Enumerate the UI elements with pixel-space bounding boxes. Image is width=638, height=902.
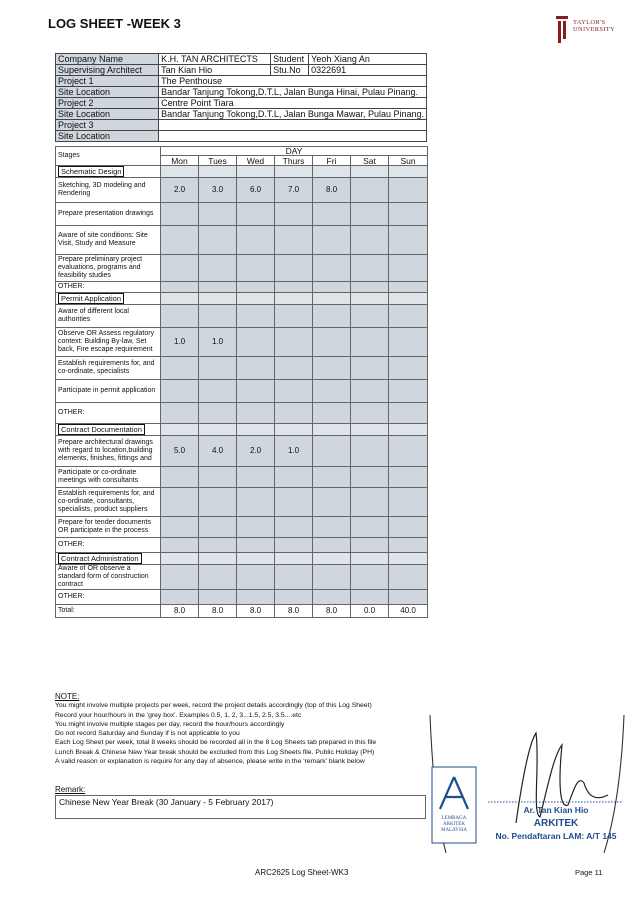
note-line: Lunch Break & Chinese New Year break should be excluded from this Log Sheets file. Public Holiday (PH) [55,748,375,756]
hour-cell [389,226,428,255]
grid-cell [237,553,275,565]
hour-cell [161,282,199,293]
hour-cell [161,565,199,590]
stage-task-label: Prepare architectural drawings with regard to location,building elements, finishes, fittings and [56,436,161,467]
grid-cell [275,293,313,305]
grid-cell [313,293,351,305]
hour-cell [351,488,389,517]
stamp-name: Ar. Tan Kian Hio [523,805,589,815]
grid-cell [313,553,351,565]
hour-cell [199,357,237,380]
project-info-table [55,53,427,142]
day-header: Fri [313,156,351,166]
hour-cell [275,305,313,328]
stage-task-label: OTHER: [56,282,161,293]
grid-cell [389,293,428,305]
hour-cell [389,203,428,226]
hour-cell [313,226,351,255]
grid-cell [161,293,199,305]
total-value: 8.0 [313,605,351,618]
hour-cell: 6.0 [237,178,275,203]
stages-label: Stages [56,147,161,166]
remark-label: Remark: [55,785,86,794]
stamp-reg: No. Pendaftaran LAM: A/T 145 [495,831,617,841]
hour-cell [313,255,351,282]
hour-cell [313,590,351,605]
hour-cell [237,282,275,293]
hour-cell [199,226,237,255]
hour-cell [389,380,428,403]
hour-cell [275,403,313,424]
hour-cell [237,565,275,590]
footer-title: ARC2625 Log Sheet-WK3 [255,868,349,877]
hour-cell [275,357,313,380]
site1-label: Site Location [56,87,159,98]
seal-line-2: ARKITEK [443,822,465,827]
grid-cell [313,166,351,178]
stage-task-label: Aware of OR observe a standard form of construction contract [56,565,161,590]
hour-cell [237,305,275,328]
university-logo [556,14,626,48]
hour-cell [351,226,389,255]
project2-value: Centre Point Tiara [159,98,427,109]
hour-cell: 8.0 [313,178,351,203]
hour-cell [199,590,237,605]
hour-cell [389,178,428,203]
project3-label: Project 3 [56,120,159,131]
hour-cell [313,467,351,488]
hour-cell [275,538,313,553]
hour-cell [237,517,275,538]
hour-cell: 1.0 [275,436,313,467]
hour-cell [237,328,275,357]
hour-cell [313,328,351,357]
project1-label: Project 1 [56,76,159,87]
log-sheet-table [55,146,428,618]
project2-label: Project 2 [56,98,159,109]
total-value: 0.0 [351,605,389,618]
section-heading: Contract Administration [58,553,142,564]
site2-label: Site Location [56,109,159,120]
hour-cell [275,590,313,605]
hour-cell [275,517,313,538]
grid-cell [237,293,275,305]
logo-line-2: UNIVERSITY [573,26,615,33]
hour-cell [313,357,351,380]
note-line: A valid reason or explanation is require for any day of absence, please write in the 'remark' blank below [55,758,365,766]
hour-cell [351,538,389,553]
hour-cell: 1.0 [199,328,237,357]
section-heading: Contract Documentation [58,424,145,435]
hour-cell [275,203,313,226]
hour-cell [237,488,275,517]
hour-cell [237,226,275,255]
hour-cell [351,203,389,226]
page-title: LOG SHEET -WEEK 3 [48,16,181,31]
grid-cell [351,293,389,305]
hour-cell [389,565,428,590]
hour-cell [199,305,237,328]
hour-cell [389,436,428,467]
notes-section [55,692,427,766]
day-header: Tues [199,156,237,166]
hour-cell [237,538,275,553]
hour-cell [389,403,428,424]
hour-cell [199,488,237,517]
stage-task-label: Establish requirements for, and co-ordinate, consultants, specialists, product suppliers [56,488,161,517]
stage-task-label: Aware of different local authorities [56,305,161,328]
seal-line-1: LEMBAGA [441,816,467,821]
hour-cell [237,467,275,488]
grid-cell [389,424,428,436]
grid-cell [275,166,313,178]
hour-cell [275,380,313,403]
stage-task-label: Participate or co-ordinate meetings with consultants [56,467,161,488]
hour-cell [237,590,275,605]
lam-seal-icon [432,767,476,843]
total-label: Total: [56,605,161,618]
section-heading: Permit Application [58,293,124,304]
hour-cell [199,380,237,403]
architect-label: Supervising Architect [56,65,159,76]
stage-task-label: OTHER: [56,403,161,424]
section-heading-cell [56,424,161,436]
note-line: You might involve multiple stages per day, record the hour/hours accordingly [55,720,285,728]
hour-cell [351,403,389,424]
hour-cell [199,467,237,488]
hour-cell [351,565,389,590]
hour-cell [351,436,389,467]
note-line: You might involve multiple projects per week, record the project details accordingly (top of this Log Sheet) [55,702,372,710]
hour-cell [313,203,351,226]
stage-task-label: Prepare preliminary project evaluations, programs and feasibility studies [56,255,161,282]
stage-task-label: Participate in permit application [56,380,161,403]
day-header: Mon [161,156,199,166]
grid-cell [351,166,389,178]
grid-cell [161,166,199,178]
stuno-value: 0322691 [309,65,427,76]
note-line: Do not record Saturday and Sunday if is not applicable to you [55,730,240,738]
hour-cell [161,305,199,328]
hour-cell [275,467,313,488]
hour-cell [275,282,313,293]
stamp-role: ARKITEK [533,818,579,829]
total-value: 8.0 [161,605,199,618]
hour-cell: 5.0 [161,436,199,467]
architect-stamp [428,705,628,855]
hour-cell [313,305,351,328]
hour-cell [199,517,237,538]
total-value: 8.0 [275,605,313,618]
grid-cell [389,166,428,178]
hour-cell [199,282,237,293]
site3-label: Site Location [56,131,159,142]
hour-cell [389,517,428,538]
day-header: Wed [237,156,275,166]
hour-cell [161,403,199,424]
project3-value [159,120,427,131]
hour-cell: 2.0 [161,178,199,203]
grid-cell [351,424,389,436]
hour-cell [389,328,428,357]
stage-task-label: OTHER: [56,590,161,605]
hour-cell [389,467,428,488]
grid-cell [237,166,275,178]
section-heading-cell [56,166,161,178]
total-value: 8.0 [237,605,275,618]
company-label: Company Name [56,54,159,65]
hour-cell [237,403,275,424]
note-line: Record your hour/hours in the 'grey box'. Examples 0.5, 1, 2, 3...1.5, 2.5, 3.5....etc [55,711,302,719]
hour-cell [389,538,428,553]
grid-cell [199,166,237,178]
hour-cell [313,565,351,590]
site1-value: Bandar Tanjung Tokong,D.T.L, Jalan Bunga Hinai, Pulau Pinang. [159,87,427,98]
day-header: Sun [389,156,428,166]
hour-cell [313,488,351,517]
stage-task-label: Establish requirements for, and co-ordinate, specialists [56,357,161,380]
hour-cell [351,380,389,403]
hour-cell [275,226,313,255]
company-value: K.H. TAN ARCHITECTS [159,54,271,65]
hour-cell [351,305,389,328]
hour-cell [199,203,237,226]
stage-task-label: Prepare presentation drawings [56,203,161,226]
hour-cell [389,255,428,282]
hour-cell [161,203,199,226]
hour-cell [351,467,389,488]
hour-cell: 7.0 [275,178,313,203]
hour-cell [237,357,275,380]
hour-cell [199,538,237,553]
hour-cell [237,255,275,282]
hour-cell [351,517,389,538]
hour-cell [237,203,275,226]
hour-cell [351,255,389,282]
site2-value: Bandar Tanjung Tokong,D.T.L, Jalan Bunga Mawar, Pulau Pinang. [159,109,427,120]
student-label: Student [271,54,309,65]
site3-value [159,131,427,142]
hour-cell [389,488,428,517]
page-number: Page 11 [575,868,603,877]
grid-cell [275,553,313,565]
stage-task-label: Sketching, 3D modeling and Rendering [56,178,161,203]
hour-cell [199,565,237,590]
hour-cell [161,538,199,553]
hour-cell [313,282,351,293]
section-heading-cell [56,293,161,305]
grid-cell [389,553,428,565]
project1-value: The Penthouse [159,76,427,87]
hour-cell [237,380,275,403]
grid-cell [199,424,237,436]
grid-cell [237,424,275,436]
hour-cell [313,538,351,553]
hour-cell [275,565,313,590]
hour-cell [161,357,199,380]
section-heading-cell [56,553,161,565]
hour-cell [161,488,199,517]
hour-cell [351,357,389,380]
stage-task-label: Observe OR Assess regulatory context: Building By-law, Set back, Fire escape requirement [56,328,161,357]
notes-label: NOTE: [55,692,80,701]
note-line: Each Log Sheet per week, total 8 weeks should be recorded all in the 8 Log Sheets tab prepared in this file [55,739,377,747]
hour-cell [199,403,237,424]
hour-cell [161,380,199,403]
hour-cell [161,517,199,538]
hour-cell [351,328,389,357]
hour-cell [161,590,199,605]
day-label: DAY [161,147,428,156]
total-value: 40.0 [389,605,428,618]
hour-cell: 1.0 [161,328,199,357]
hour-cell [275,488,313,517]
hour-cell: 4.0 [199,436,237,467]
grid-cell [199,293,237,305]
hour-cell [313,436,351,467]
day-header: Sat [351,156,389,166]
grid-cell [313,424,351,436]
grid-cell [161,424,199,436]
seal-line-3: MALAYSIA [441,828,467,833]
grid-cell [351,553,389,565]
hour-cell [275,328,313,357]
stage-task-label: OTHER: [56,538,161,553]
stuno-label: Stu.No [271,65,309,76]
remark-box: Chinese New Year Break (30 January - 5 February 2017) [55,795,426,819]
student-value: Yeoh Xiang An [309,54,427,65]
hour-cell [389,282,428,293]
hour-cell [313,517,351,538]
hour-cell: 3.0 [199,178,237,203]
hour-cell [351,282,389,293]
hour-cell [351,178,389,203]
hour-cell: 2.0 [237,436,275,467]
stage-task-label: Prepare for tender documents OR participate in the process [56,517,161,538]
section-heading: Schematic Design [58,166,124,177]
hour-cell [389,590,428,605]
grid-cell [199,553,237,565]
hour-cell [351,590,389,605]
grid-cell [275,424,313,436]
hour-cell [161,467,199,488]
logo-line-1: TAYLOR'S [573,19,606,26]
hour-cell [389,357,428,380]
architect-value: Tan Kian Hio [159,65,271,76]
hour-cell [199,255,237,282]
hour-cell [161,255,199,282]
stage-task-label: Aware of site conditions: Site Visit, Study and Measure [56,226,161,255]
hour-cell [275,255,313,282]
day-header: Thurs [275,156,313,166]
hour-cell [313,403,351,424]
hour-cell [389,305,428,328]
hour-cell [313,380,351,403]
total-value: 8.0 [199,605,237,618]
grid-cell [161,553,199,565]
hour-cell [161,226,199,255]
logo-mark-icon [556,16,568,44]
